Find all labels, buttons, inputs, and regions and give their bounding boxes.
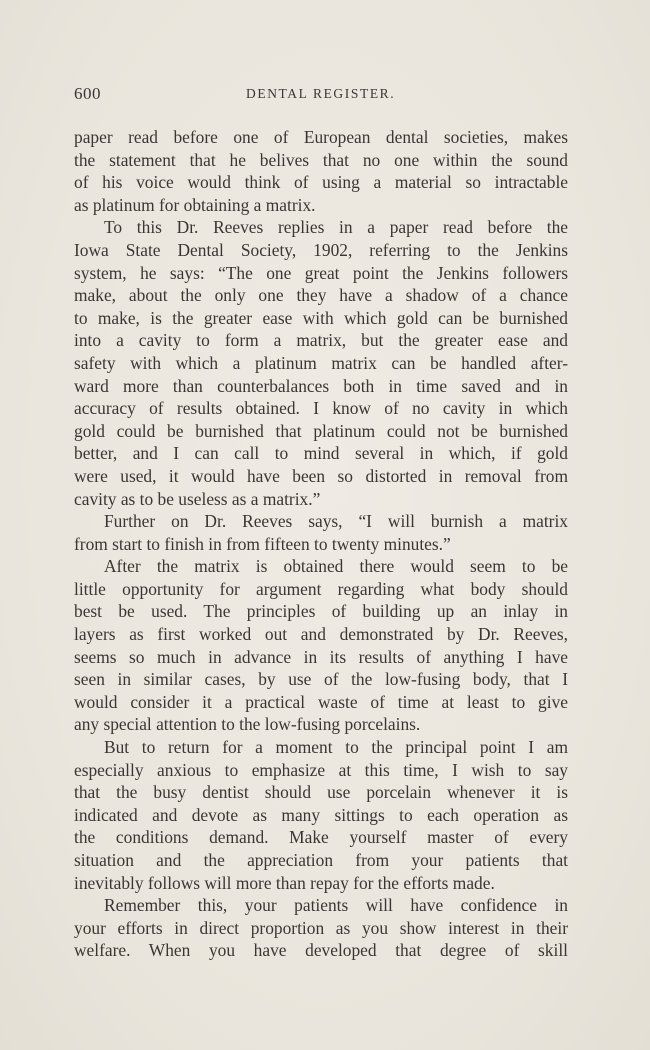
text-line: the conditions demand. Make yourself master of every (74, 827, 568, 848)
text-line: Iowa State Dental Society, 1902, referring to the Jenkins (74, 239, 568, 260)
text-line: the statement that he belives that no one within the sound (74, 149, 568, 170)
text-line: seems so much in advance in its results of anything I have (74, 646, 568, 667)
text-line: paper read before one of European dental societies, makes (74, 127, 568, 147)
running-head: DENTAL REGISTER. (246, 86, 396, 101)
text-line: inevitably follows will more than repay for the efforts made. (74, 872, 495, 893)
text-line: To this Dr. Reeves replies in a paper read before the (104, 217, 568, 238)
page-header (74, 84, 570, 108)
text-line: indicated and devote as many sittings to each operation as (74, 804, 568, 825)
text-line: were used, it would have been so distorted in removal from (74, 465, 568, 486)
text-line: into a cavity to form a matrix, but the greater ease and (74, 330, 568, 351)
text-line: layers as first worked out and demonstrated by Dr. Reeves, (74, 624, 568, 645)
text-line: cavity as to be useless as a matrix.” (74, 488, 321, 509)
text-line: as platinum for obtaining a matrix. (74, 194, 316, 215)
text-line: system, he says: “The one great point the Jenkins followers (74, 262, 568, 283)
text-line: make, about the only one they have a shadow of a chance (74, 285, 568, 306)
text-line: gold could be burnished that platinum could not be burnished (74, 420, 568, 441)
text-line: ward more than counterbalances both in time saved and in (74, 375, 568, 396)
text-line: welfare. When you have developed that degree of skill (74, 940, 568, 961)
text-line: Remember this, your patients will have confidence in (104, 895, 568, 916)
text-line: But to return for a moment to the principal point I am (104, 737, 568, 758)
text-line: situation and the appreciation from your patients that (74, 850, 568, 870)
page-number: 600 (74, 84, 101, 103)
text-line: would consider it a practical waste of time at least to give (74, 691, 568, 712)
text-line: better, and I can call to mind several in which, if gold (74, 443, 568, 464)
text-line: accuracy of results obtained. I know of no cavity in which (74, 398, 568, 419)
text-line: from start to finish in from fifteen to twenty minutes.” (74, 533, 451, 554)
text-line: Further on Dr. Reeves says, “I will burnish a matrix (104, 511, 568, 532)
text-line: best be used. The principles of building up an inlay in (74, 601, 568, 622)
text-line: of his voice would think of using a material so intractable (74, 172, 568, 193)
text-line: any special attention to the low-fusing porcelains. (74, 714, 421, 735)
text-line: little opportunity for argument regarding what body should (74, 578, 568, 599)
text-line: seen in similar cases, by use of the low-fusing body, that I (74, 669, 568, 690)
text-line: especially anxious to emphasize at this time, I wish to say (74, 759, 568, 780)
text-line: to make, is the greater ease with which gold can be burnished (74, 307, 568, 328)
body-text (74, 126, 568, 962)
text-line: safety with which a platinum matrix can be handled after- (74, 352, 568, 373)
text-line: your efforts in direct proportion as you show interest in their (74, 917, 568, 938)
text-line: that the busy dentist should use porcelain whenever it is (74, 782, 568, 803)
text-line: After the matrix is obtained there would seem to be (104, 556, 568, 577)
